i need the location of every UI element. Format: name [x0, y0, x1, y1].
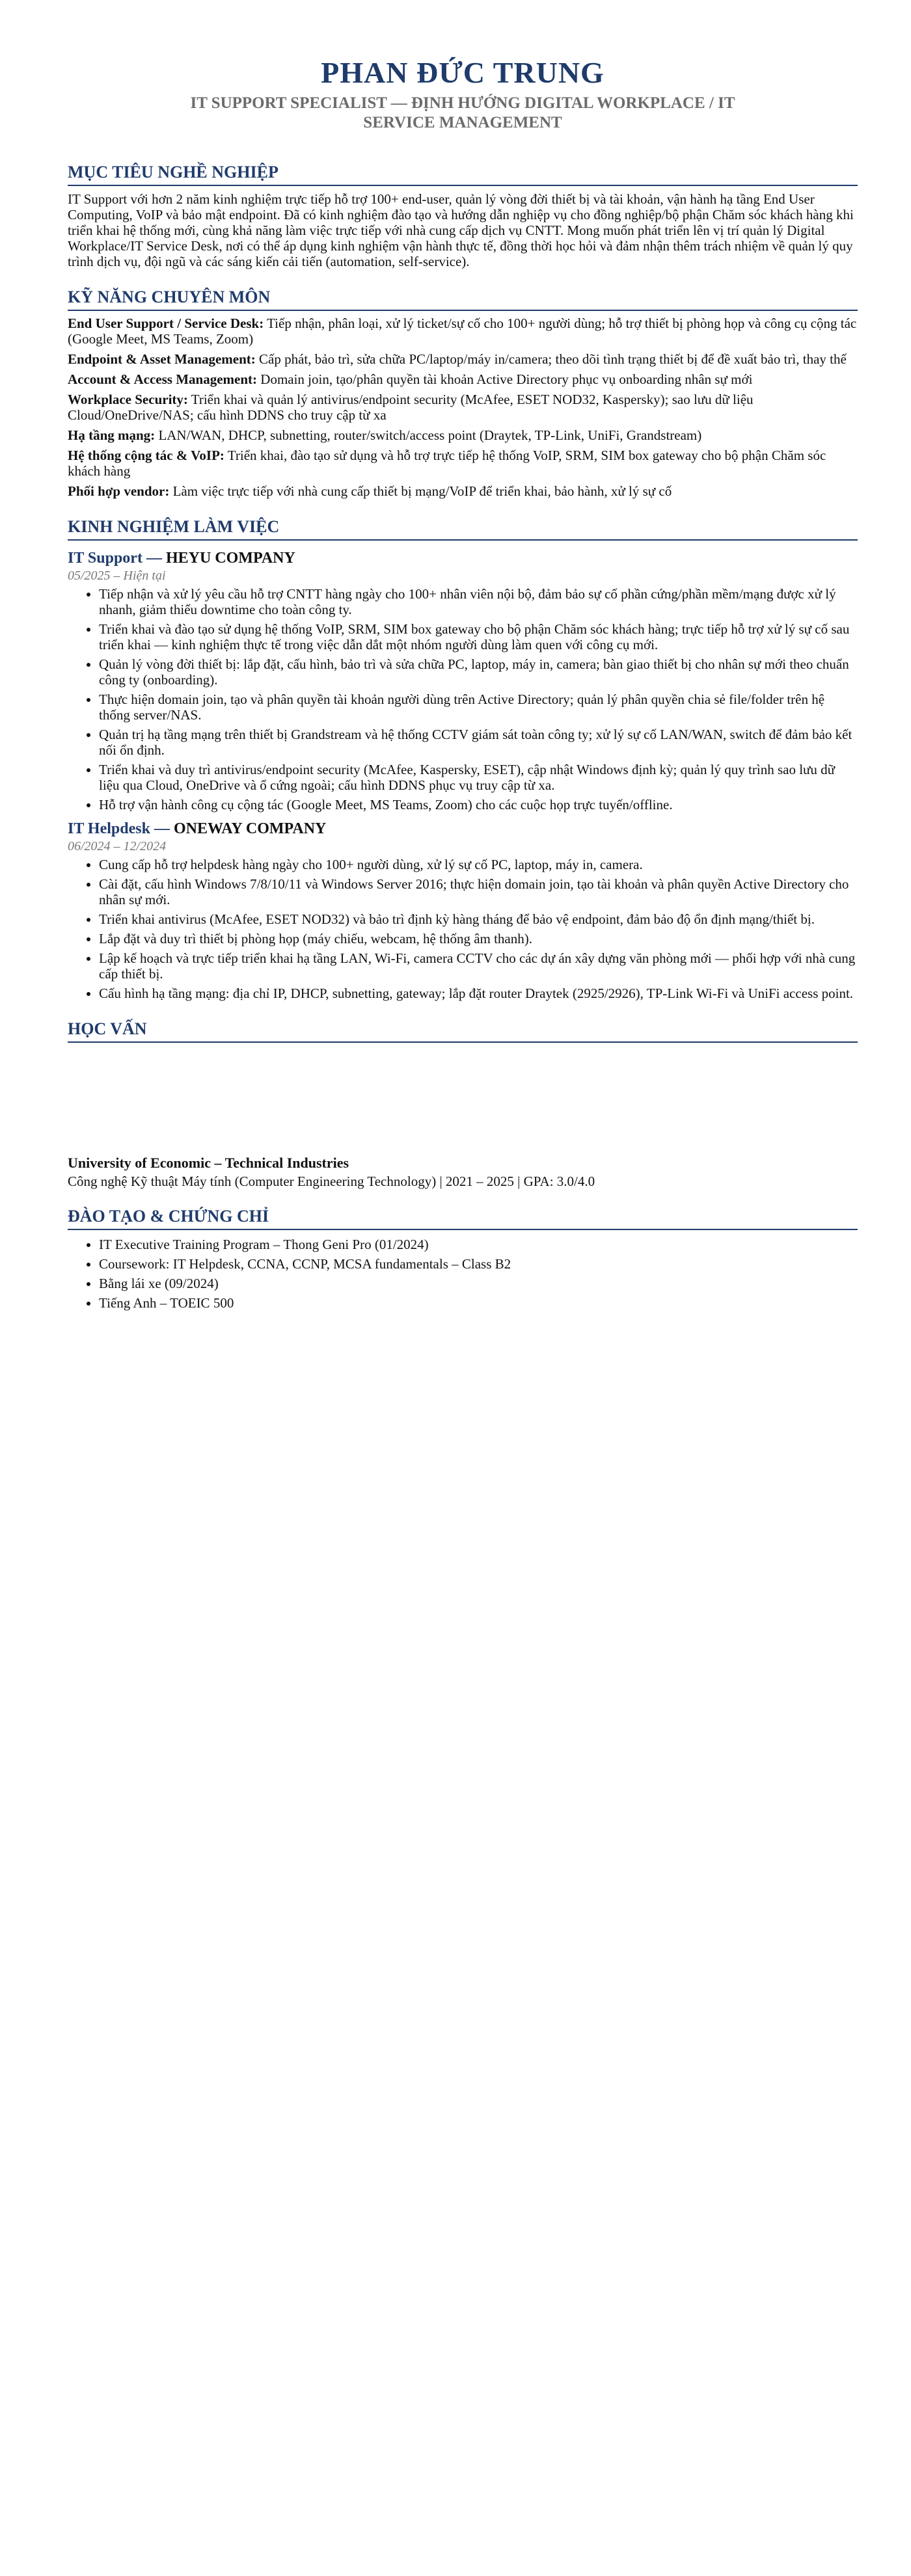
job-company: HEYU COMPANY — [165, 550, 295, 567]
skill-label: Phối hợp vendor: — [68, 483, 170, 499]
education-detail: Công nghệ Kỹ thuật Máy tính (Computer Engineering Technology) | 2021 – 2025 | GPA: 3.0/4.0 — [68, 1174, 595, 1189]
skill-text: Triển khai, đào tạo sử dụng và hỗ trợ trực tiếp hệ thống VoIP, SRM, SIM box gateway cho bộ phận Chăm sóc khách hàng — [68, 448, 826, 479]
certificates-section — [68, 1205, 858, 1311]
skill-item — [68, 315, 858, 347]
skill-item — [68, 371, 858, 387]
certificate-item: • Bằng lái xe (09/2024) — [99, 1276, 858, 1291]
skill-item — [68, 392, 858, 423]
skill-text: Cấp phát, bảo trì, sửa chữa PC/laptop/máy in/camera; theo dõi tình trạng thiết bị để đề xuất bảo trì, thay thế — [259, 351, 847, 367]
job-bullet: • Triển khai và duy trì antivirus/endpoint security (McAfee, Kaspersky, ESET), cập nhật Windows định kỳ; quản lý quy trình sao lưu dữ liệu qua Cloud, OneDrive và ổ cứng ngoài; cấu hình DDNS phục vụ truy cập từ xa. — [99, 762, 858, 793]
job-bullet: • Triển khai antivirus (McAfee, ESET NOD32) và bảo trì định kỳ hàng tháng để bảo vệ endpoint, đảm bảo độ ổn định mạng/thiết bị. — [99, 911, 858, 927]
job-bullet: • Triển khai và đào tạo sử dụng hệ thống VoIP, SRM, SIM box gateway cho bộ phận Chăm sóc khách hàng; trực tiếp hỗ trợ xử lý sự cố sau triển khai — kinh nghiệm thực tế trong việc dẫn dắt một nhóm người dùng làm quen với công cụ mới. — [99, 621, 858, 652]
job-role: IT Helpdesk — [68, 820, 150, 837]
skill-label: Account & Access Management: — [68, 371, 258, 387]
candidate-title: IT SUPPORT SPECIALIST — ĐỊNH HƯỚNG DIGITAL WORKPLACE / IT SERVICE MANAGEMENT — [190, 94, 735, 131]
job-date: 06/2024 – 12/2024 — [68, 839, 167, 853]
skill-label: Hệ thống cộng tác & VoIP: — [68, 448, 224, 463]
education-school: University of Economic – Technical Industries — [68, 1155, 349, 1171]
education-heading: HỌC VẤN — [68, 1018, 858, 1043]
skill-text: Tiếp nhận, phân loại, xử lý ticket/sự cố cho 100+ người dùng; hỗ trợ thiết bị phòng họp và công cụ cộng tác (Google Meet, MS Teams, Zoom) — [68, 315, 857, 347]
job-bullet: • Cung cấp hỗ trợ helpdesk hàng ngày cho 100+ người dùng, xử lý sự cố PC, laptop, máy in, camera. — [99, 857, 858, 872]
job-bullet: • Hỗ trợ vận hành công cụ cộng tác (Google Meet, MS Teams, Zoom) cho các cuộc họp trực tuyến/offline. — [99, 797, 858, 812]
skills-section — [68, 286, 858, 499]
certificate-item: • Tiếng Anh – TOEIC 500 — [99, 1295, 858, 1311]
experience-heading: KINH NGHIỆM LÀM VIỆC — [68, 516, 858, 541]
skill-label: Workplace Security: — [68, 392, 188, 407]
job-bullet: • Tiếp nhận và xử lý yêu cầu hỗ trợ CNTT hàng ngày cho 100+ nhân viên nội bộ, đảm bảo sự cố phần cứng/phần mềm/mạng được xử lý nhanh, giảm thiểu downtime cho toàn công ty. — [99, 586, 858, 617]
education-spacer — [68, 1043, 858, 1155]
job-entry — [68, 819, 858, 1001]
skill-label: Endpoint & Asset Management: — [68, 351, 256, 367]
job-company: ONEWAY COMPANY — [173, 820, 327, 837]
skill-label: Hạ tầng mạng: — [68, 427, 156, 443]
skills-heading: KỸ NĂNG CHUYÊN MÔN — [68, 286, 858, 311]
job-bullets — [68, 586, 858, 812]
skill-text: Triển khai và quản lý antivirus/endpoint security (McAfee, ESET NOD32, Kaspersky); sao lưu dữ liệu Cloud/OneDrive/NAS; cấu hình DDNS cho truy cập từ xa — [68, 392, 754, 423]
job-bullet: • Lắp đặt và duy trì thiết bị phòng họp (máy chiếu, webcam, hệ thống âm thanh). — [99, 931, 858, 946]
job-separator: — — [142, 550, 166, 567]
certificates-list — [68, 1237, 858, 1311]
candidate-name: PHAN ĐỨC TRUNG — [321, 56, 605, 89]
certificate-item: • IT Executive Training Program – Thong Geni Pro (01/2024) — [99, 1237, 858, 1252]
job-bullet: • Lập kế hoạch và trực tiếp triển khai hạ tầng LAN, Wi-Fi, camera CCTV cho các dự án xây dựng văn phòng mới — phối hợp với nhà cung cấp thiết bị. — [99, 950, 858, 982]
skill-text: LAN/WAN, DHCP, subnetting, router/switch/access point (Draytek, TP-Link, UniFi, Grandstream) — [158, 427, 702, 443]
objective-text: IT Support với hơn 2 năm kinh nghiệm trực tiếp hỗ trợ 100+ end-user, quản lý vòng đời thiết bị và tài khoản, vận hành hạ tầng End User Computing, VoIP và bảo mật endpoint. Đã có kinh nghiệm đào tạo và hướng dẫn nghiệp vụ cho đồng nghiệp/bộ phận Chăm sóc khách hàng khi triển khai hệ thống mới, cùng khả năng làm việc trực tiếp với nhà cung cấp dịch vụ CNTT. Mong muốn phát triển lên vị trí quản lý Digital Workplace/IT Service Desk, nơi có thể áp dụng kinh nghiệm vận hành thực tế, đồng thời học hỏi và đảm nhận thêm trách nhiệm về quản lý quy trình dịch vụ, đội ngũ và các sáng kiến cải tiến (automation, self-service). — [68, 191, 854, 269]
job-bullet: • Cài đặt, cấu hình Windows 7/8/10/11 và Windows Server 2016; thực hiện domain join, tạo tài khoản và phân quyền Active Directory cho nhân sự mới. — [99, 876, 858, 907]
certificates-heading: ĐÀO TẠO & CHỨNG CHỈ — [68, 1205, 858, 1230]
job-heading — [68, 819, 858, 839]
job-date: 05/2025 – Hiện tại — [68, 569, 166, 583]
certificate-item: • Coursework: IT Helpdesk, CCNA, CCNP, MCSA fundamentals – Class B2 — [99, 1256, 858, 1272]
skill-label: End User Support / Service Desk: — [68, 315, 264, 331]
skill-item — [68, 351, 858, 367]
skill-text: Làm việc trực tiếp với nhà cung cấp thiết bị mạng/VoIP để triển khai, bảo hành, xử lý sự cố — [172, 483, 672, 499]
skill-item — [68, 427, 858, 443]
job-heading — [68, 548, 858, 568]
job-bullets — [68, 857, 858, 1001]
objective-section — [68, 161, 858, 269]
skill-item — [68, 483, 858, 499]
job-role: IT Support — [68, 550, 143, 567]
job-entry — [68, 548, 858, 812]
job-separator: — — [150, 820, 174, 837]
education-section — [68, 1018, 858, 1190]
job-bullet: • Cấu hình hạ tầng mạng: địa chỉ IP, DHCP, subnetting, gateway; lắp đặt router Draytek (2925/2926), TP-Link Wi-Fi và UniFi access point. — [99, 986, 858, 1001]
job-bullet: • Quản trị hạ tầng mạng trên thiết bị Grandstream và hệ thống CCTV giám sát toàn công ty; xử lý sự cố LAN/WAN, switch để đảm bảo kết nối ổn định. — [99, 727, 858, 758]
job-bullet: • Quản lý vòng đời thiết bị: lắp đặt, cấu hình, bảo trì và sửa chữa PC, laptop, máy in, camera; bàn giao thiết bị cho nhân sự mới theo chuẩn công ty (onboarding). — [99, 656, 858, 688]
experience-section — [68, 516, 858, 1001]
objective-heading: MỤC TIÊU NGHỀ NGHIỆP — [68, 161, 858, 186]
skill-item — [68, 448, 858, 479]
skill-text: Domain join, tạo/phân quyền tài khoản Active Directory phục vụ onboarding nhân sự mới — [260, 371, 753, 387]
resume-header — [68, 0, 858, 133]
job-bullet: • Thực hiện domain join, tạo và phân quyền tài khoản người dùng trên Active Directory; quản lý phân quyền chia sẻ file/folder trên hệ thống server/NAS. — [99, 691, 858, 723]
